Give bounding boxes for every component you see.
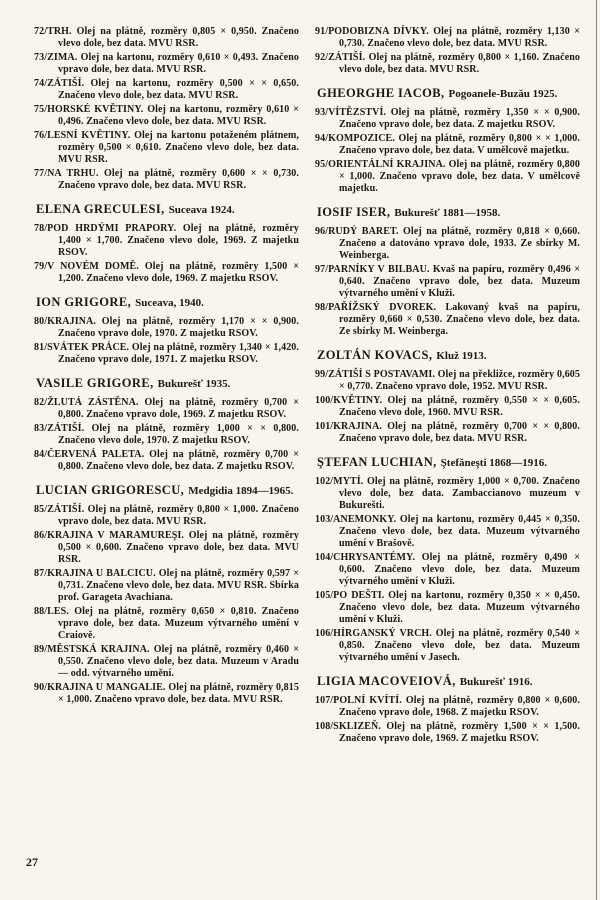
artist-name: ŞTEFAN LUCHIAN, bbox=[317, 455, 437, 469]
entry-number-and-title: 96/RUDÝ BARET. bbox=[315, 226, 399, 237]
catalog-entry: 103/ANEMONKY. Olej na kartonu, rozměry 0,445 × 0,350. Značeno vlevo dole, bez data. Muzeum výtvarného umění v Brašově. bbox=[315, 514, 580, 549]
entry-number-and-title: 81/SVÁTEK PRÁCE. bbox=[34, 342, 130, 353]
artist-name: ELENA GRECULESI, bbox=[36, 202, 165, 216]
entry-number-and-title: 86/KRAJINA V MARAMUREŞI. bbox=[34, 530, 184, 541]
catalog-entry: 74/ZÁTIŠÍ. Olej na kartonu, rozměry 0,500 × × 0,650. Značeno vlevo dole, bez data. MVU RSR. bbox=[34, 78, 299, 101]
entry-number-and-title: 93/VÍTĚZSTVÍ. bbox=[315, 107, 387, 118]
entry-number-and-title: 106/HÍRGANSKÝ VRCH. bbox=[315, 628, 432, 639]
entry-number-and-title: 73/ZIMA. bbox=[34, 52, 78, 63]
catalog-entry: 83/ZÁTIŠÍ. Olej na plátně, rozměry 1,000 × × 0,800. Značeno vlevo dole, 1970. Z majetku RSOV. bbox=[34, 423, 299, 446]
entry-number-and-title: 98/PAŘÍŽSKÝ DVOREK. bbox=[315, 302, 437, 313]
catalog-entry: 96/RUDÝ BARET. Olej na plátně, rozměry 0,818 × 0,660. Značeno a datováno vpravo dole, 1933. Ze sbírky M. Weinberga. bbox=[315, 226, 580, 261]
entry-number-and-title: 94/KOMPOZICE. bbox=[315, 133, 395, 144]
entry-number-and-title: 101/KRAJINA. bbox=[315, 421, 383, 432]
artist-birth-info: Suceava, 1940. bbox=[135, 297, 204, 309]
entry-number-and-title: 91/PODOBIZNA DÍVKY. bbox=[315, 26, 429, 37]
entry-number-and-title: 82/ŽLUTÁ ZÁSTĚNA. bbox=[34, 397, 139, 408]
artist-birth-info: Ştefăneşti 1868—1916. bbox=[440, 457, 547, 469]
entry-number-and-title: 85/ZÁTIŠÍ. bbox=[34, 504, 85, 515]
catalog-entry: 97/PARNÍKY V BILBAU. Kvaš na papíru, rozměry 0,496 × 0,640. Značeno vpravo dole, bez data. Muzeum výtvarného umění v Kluži. bbox=[315, 264, 580, 299]
catalog-entry: 95/ORIENTÁLNÍ KRAJINA. Olej na plátně, rozměry 0,800 × 1,000. Značeno vpravo dole, bez data. V umělcově majetku. bbox=[315, 159, 580, 194]
entry-number-and-title: 95/ORIENTÁLNÍ KRAJINA. bbox=[315, 159, 446, 170]
catalog-entry: 104/CHRYSANTÉMY. Olej na plátně, rozměry 0,490 × 0,600. Značeno vlevo dole, bez data. Muzeum výtvarného umění v Kluži. bbox=[315, 552, 580, 587]
catalog-entry: 91/PODOBIZNA DÍVKY. Olej na plátně, rozměry 1,130 × 0,730. Značeno vlevo dole, bez data. MVU RSR. bbox=[315, 26, 581, 49]
artist-heading bbox=[36, 376, 299, 391]
entry-number-and-title: 88/LES. bbox=[34, 606, 69, 617]
artist-name: LIGIA MACOVEIOVÁ, bbox=[317, 674, 456, 688]
catalog-entry: 84/ČERVENÁ PALETA. Olej na plátně, rozměry 0,700 × 0,800. Značeno vlevo dole, bez data. Z majetku RSOV. bbox=[34, 449, 299, 472]
artist-birth-info: Pogoanele-Buzău 1925. bbox=[448, 88, 558, 100]
artist-heading bbox=[317, 455, 580, 470]
catalog-entry: 73/ZIMA. Olej na kartonu, rozměry 0,610 × 0,493. Značeno vpravo dole, bez data. MVU RSR. bbox=[34, 52, 299, 75]
catalog-entry: 105/PO DEŠTI. Olej na kartonu, rozměry 0,350 × × 0,450. Značeno vlevo dole, bez data. Muzeum výtvarného umění v Kluži. bbox=[315, 590, 581, 625]
catalog-entry: 76/LESNÍ KVĚTINY. Olej na kartonu potaženém plátnem, rozměry 0,500 × 0,610. Značeno vlevo dole, bez data. MVU RSR. bbox=[34, 130, 299, 165]
left-column bbox=[34, 26, 299, 708]
artist-heading bbox=[317, 205, 580, 220]
catalog-entry: 85/ZÁTIŠÍ. Olej na plátně, rozměry 0,800 × 1,000. Značeno vpravo dole, bez data. MVU RSR. bbox=[34, 504, 299, 527]
catalog-entry: 78/POD HRDÝMI PRAPORY. Olej na plátně, rozměry 1,400 × 1,700. Značeno vlevo dole, 1969. Z majetku RSOV. bbox=[34, 223, 299, 258]
artist-heading bbox=[317, 674, 580, 689]
entry-number-and-title: 105/PO DEŠTI. bbox=[315, 590, 385, 601]
entry-number-and-title: 103/ANEMONKY. bbox=[315, 514, 397, 525]
two-column-text bbox=[34, 26, 580, 747]
catalog-entry: 108/SKLIZEŇ. Olej na plátně, rozměry 1,500 × × 1,500. Značeno vpravo dole, 1969. Z majetku RSOV. bbox=[315, 721, 580, 744]
entry-number-and-title: 74/ZÁTIŠÍ. bbox=[34, 78, 85, 89]
artist-birth-info: Bukurešť 1881—1958. bbox=[394, 207, 501, 219]
artist-name: ZOLTÁN KOVACS, bbox=[317, 348, 433, 362]
catalog-entry: 107/POLNÍ KVÍTÍ. Olej na plátně, rozměry 0,800 × 0,600. Značeno vpravo dole, 1968. Z majetku RSOV. bbox=[315, 695, 580, 718]
artist-name: GHEORGHE IACOB, bbox=[317, 86, 445, 100]
catalog-entry: 82/ŽLUTÁ ZÁSTĚNA. Olej na plátně, rozměry 0,700 × 0,800. Značeno vpravo dole, 1969. Z majetku RSOV. bbox=[34, 397, 300, 420]
entry-number-and-title: 99/ZÁTIŠÍ S POSTAVAMI. bbox=[315, 369, 435, 380]
artist-heading bbox=[36, 483, 299, 498]
catalog-entry: 99/ZÁTIŠÍ S POSTAVAMI. Olej na překližce, rozměry 0,605 × 0,770. Značeno vpravo dole, 1952. MVU RSR. bbox=[315, 369, 580, 392]
catalog-entry: 79/V NOVÉM DOMĚ. Olej na plátně, rozměry 1,500 × 1,200. Značeno vlevo dole, 1969. Z majetku RSOV. bbox=[34, 261, 300, 284]
artist-birth-info: Bukurešť 1916. bbox=[459, 676, 533, 688]
catalog-entry: 90/KRAJINA U MANGALIE. Olej na plátně, rozměry 0,815 × 1,000. Značeno vpravo dole, bez data. MVU RSR. bbox=[34, 682, 299, 705]
artist-birth-info: Medgidia 1894—1965. bbox=[188, 485, 294, 497]
artist-heading bbox=[36, 295, 299, 310]
catalog-entry: 87/KRAJINA U BALCICU. Olej na plátně, rozměry 0,597 × 0,731. Značeno vlevo dole, bez data. MVU RSR. Sbírka prof. Garageta Avachiana. bbox=[34, 568, 299, 603]
entry-number-and-title: 107/POLNÍ KVÍTÍ. bbox=[315, 695, 402, 706]
entry-number-and-title: 92/ZÁTIŠÍ. bbox=[315, 52, 366, 63]
entry-number-and-title: 89/MĚSTSKÁ KRAJINA. bbox=[34, 644, 150, 655]
right-column bbox=[315, 26, 580, 747]
entry-number-and-title: 72/TRH. bbox=[34, 26, 72, 37]
entry-number-and-title: 80/KRAJINA. bbox=[34, 316, 96, 327]
entry-number-and-title: 83/ZÁTIŠÍ. bbox=[34, 423, 85, 434]
catalog-entry: 92/ZÁTIŠÍ. Olej na plátně, rozměry 0,800 × 1,160. Značeno vlevo dole, bez data. MVU RSR. bbox=[315, 52, 580, 75]
entry-number-and-title: 97/PARNÍKY V BILBAU. bbox=[315, 264, 430, 275]
catalog-entry: 81/SVÁTEK PRÁCE. Olej na plátně, rozměry 1,340 × 1,420. Značeno vpravo dole, 1971. Z majetku RSOV. bbox=[34, 342, 299, 365]
entry-number-and-title: 102/MYTÍ. bbox=[315, 476, 364, 487]
artist-birth-info: Kluž 1913. bbox=[436, 350, 487, 362]
catalog-entry: 106/HÍRGANSKÝ VRCH. Olej na plátně, rozměry 0,540 × 0,850. Značeno vlevo dole, bez data. Muzeum výtvarného umění v Jasech. bbox=[315, 628, 580, 663]
catalog-entry: 77/NA TRHU. Olej na plátně, rozměry 0,600 × × 0,730. Značeno vpravo dole, bez data. MVU RSR. bbox=[34, 168, 299, 191]
catalog-entry: 93/VÍTĚZSTVÍ. Olej na plátně, rozměry 1,350 × × 0,900. Značeno vpravo dole, bez data. Z majetku RSOV. bbox=[315, 107, 580, 130]
catalog-entry: 75/HORSKÉ KVĚTINY. Olej na kartonu, rozměry 0,610 × 0,496. Značeno vlevo dole, bez data. MVU RSR. bbox=[34, 104, 299, 127]
artist-name: IOSIF ISER, bbox=[317, 205, 391, 219]
catalog-entry: 86/KRAJINA V MARAMUREŞI. Olej na plátně, rozměry 0,500 × 0,600. Značeno vpravo dole, bez data. MVU RSR. bbox=[34, 530, 299, 565]
entry-number-and-title: 75/HORSKÉ KVĚTINY. bbox=[34, 104, 144, 115]
catalog-entry: 102/MYTÍ. Olej na plátně, rozměry 1,000 × 0,700. Značeno vlevo dole, bez data. Zambaccianovo muzeum v Bukurešti. bbox=[315, 476, 580, 511]
catalog-entry: 98/PAŘÍŽSKÝ DVOREK. Lakovaný kvaš na papíru, rozměry 0,660 × 0,530. Značeno vlevo dole, bez data. Ze sbírky M. Weinberga. bbox=[315, 302, 580, 337]
artist-name: ION GRIGORE, bbox=[36, 295, 132, 309]
entry-number-and-title: 78/POD HRDÝMI PRAPORY. bbox=[34, 223, 177, 234]
entry-number-and-title: 104/CHRYSANTÉMY. bbox=[315, 552, 416, 563]
entry-number-and-title: 76/LESNÍ KVĚTINY. bbox=[34, 130, 131, 141]
artist-birth-info: Suceava 1924. bbox=[168, 204, 235, 216]
entry-number-and-title: 77/NA TRHU. bbox=[34, 168, 99, 179]
catalog-entry: 80/KRAJINA. Olej na plátně, rozměry 1,170 × × 0,900. Značeno vpravo dole, 1970. Z majetku RSOV. bbox=[34, 316, 299, 339]
catalog-entry: 72/TRH. Olej na plátně, rozměry 0,805 × 0,950. Značeno vlevo dole, bez data. MVU RSR. bbox=[34, 26, 299, 49]
catalog-entry: 100/KVĚTINY. Olej na plátně, rozměry 0,550 × × 0,605. Značeno vlevo dole, 1960. MVU RSR. bbox=[315, 395, 580, 418]
entry-number-and-title: 100/KVĚTINY. bbox=[315, 395, 383, 406]
entry-number-and-title: 90/KRAJINA U MANGALIE. bbox=[34, 682, 166, 693]
entry-number-and-title: 87/KRAJINA U BALCICU. bbox=[34, 568, 156, 579]
catalog-entry: 89/MĚSTSKÁ KRAJINA. Olej na plátně, rozměry 0,460 × 0,550. Značeno vlevo dole, bez data. Muzeum v Aradu — odd. výtvarného umění. bbox=[34, 644, 299, 679]
catalog-entry: 88/LES. Olej na plátně, rozměry 0,650 × 0,810. Značeno vpravo dole, bez data. Muzeum výtvarného umění v Craiově. bbox=[34, 606, 299, 641]
artist-heading bbox=[317, 86, 580, 101]
entry-number-and-title: 108/SKLIZEŇ. bbox=[315, 721, 381, 732]
artist-name: LUCIAN GRIGORESCU, bbox=[36, 483, 185, 497]
artist-birth-info: Bukurešť 1935. bbox=[157, 378, 231, 390]
page-number: 27 bbox=[26, 855, 38, 869]
artist-name: VASILE GRIGORE, bbox=[36, 376, 154, 390]
page-edge-line bbox=[596, 0, 597, 900]
entry-number-and-title: 84/ČERVENÁ PALETA. bbox=[34, 449, 145, 460]
artist-heading bbox=[36, 202, 299, 217]
entry-number-and-title: 79/V NOVÉM DOMĚ. bbox=[34, 261, 139, 272]
catalog-entry: 101/KRAJINA. Olej na plátně, rozměry 0,700 × × 0,800. Značeno vpravo dole, bez data. MVU RSR. bbox=[315, 421, 580, 444]
catalog-entry: 94/KOMPOZICE. Olej na plátně, rozměry 0,800 × × 1,000. Značeno vpravo dole, bez data. V umělcově majetku. bbox=[315, 133, 580, 156]
artist-heading bbox=[317, 348, 580, 363]
